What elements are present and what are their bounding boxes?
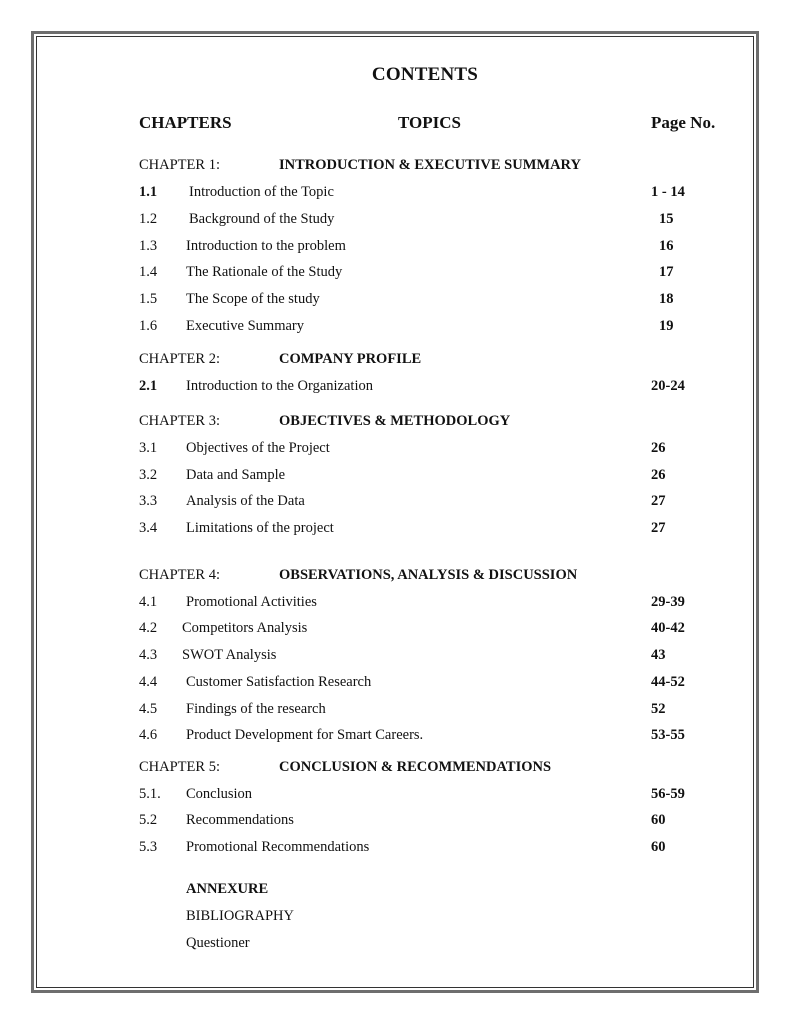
chapter-3-heading — [0, 413, 791, 433]
entry-page: 52 — [651, 701, 666, 717]
entry-topic: Analysis of the Data — [186, 493, 305, 509]
entry-page: 53-55 — [651, 727, 685, 743]
entry-topic: Customer Satisfaction Research — [186, 674, 372, 690]
entry-number: 5.2 — [139, 812, 158, 828]
entry-number: 4.1 — [139, 594, 158, 610]
entry-number: 1.4 — [139, 264, 158, 280]
toc-entry[interactable] — [0, 318, 791, 338]
entry-number: 3.4 — [139, 520, 158, 536]
toc-entry[interactable] — [0, 493, 791, 513]
entry-page: 16 — [659, 238, 674, 254]
entry-page: 43 — [651, 647, 666, 663]
entry-page: 60 — [651, 812, 666, 828]
chapter-title: CONCLUSION & RECOMMENDATIONS — [279, 759, 552, 775]
entry-topic: Promotional Activities — [186, 594, 317, 610]
entry-number: 1.3 — [139, 238, 158, 254]
toc-entry[interactable] — [0, 184, 791, 204]
chapter-label: CHAPTER 5: — [139, 759, 220, 775]
entry-topic: Objectives of the Project — [186, 440, 330, 456]
entry-page: 60 — [651, 839, 666, 855]
entry-topic: Recommendations — [186, 812, 294, 828]
header-page-no: Page No. — [651, 113, 716, 132]
toc-entry[interactable] — [0, 594, 791, 614]
entry-number: 1.5 — [139, 291, 158, 307]
toc-entry[interactable] — [0, 620, 791, 640]
chapter-label: CHAPTER 3: — [139, 413, 220, 429]
entry-number: 5.1. — [139, 786, 161, 802]
toc-entry[interactable] — [0, 211, 791, 231]
entry-number: 2.1 — [139, 378, 158, 394]
entry-number: 5.3 — [139, 839, 158, 855]
chapter-label: CHAPTER 1: — [139, 157, 220, 173]
entry-page: 17 — [659, 264, 674, 280]
chapter-label: CHAPTER 2: — [139, 351, 220, 367]
entry-topic: Competitors Analysis — [182, 620, 308, 636]
entry-number: 1.2 — [139, 211, 158, 227]
entry-page: 29-39 — [651, 594, 685, 610]
entry-topic: Data and Sample — [186, 467, 286, 483]
toc-entry[interactable] — [0, 647, 791, 667]
entry-number: 4.2 — [139, 620, 158, 636]
toc-entry[interactable] — [0, 378, 791, 398]
entry-topic: Findings of the research — [186, 701, 326, 717]
entry-number: 1.6 — [139, 318, 158, 334]
entry-topic: Introduction of the Topic — [189, 184, 334, 200]
entry-page: 27 — [651, 493, 666, 509]
entry-number: 4.3 — [139, 647, 158, 663]
entry-topic: Limitations of the project — [186, 520, 334, 536]
page-title: CONTENTS — [371, 64, 479, 85]
entry-page: 18 — [659, 291, 674, 307]
entry-topic: SWOT Analysis — [182, 647, 277, 663]
toc-entry[interactable] — [0, 520, 791, 540]
toc-entry[interactable] — [0, 727, 791, 747]
entry-number: 4.6 — [139, 727, 158, 743]
toc-entry[interactable] — [0, 238, 791, 258]
chapter-title: OBJECTIVES & METHODOLOGY — [279, 413, 511, 429]
entry-number: 3.1 — [139, 440, 158, 456]
entry-number: 3.3 — [139, 493, 158, 509]
entry-page: 1 - 14 — [651, 184, 685, 200]
entry-topic: The Rationale of the Study — [186, 264, 343, 280]
toc-entry[interactable] — [0, 467, 791, 487]
chapter-4-heading — [0, 567, 791, 587]
chapter-title: INTRODUCTION & EXECUTIVE SUMMARY — [279, 157, 581, 173]
entry-page: 56-59 — [651, 786, 685, 802]
chapter-label: CHAPTER 4: — [139, 567, 220, 583]
toc-entry[interactable] — [0, 291, 791, 311]
chapter-5-heading — [0, 759, 791, 779]
entry-page: 26 — [651, 440, 666, 456]
chapter-2-heading — [0, 351, 791, 371]
entry-number: 4.5 — [139, 701, 158, 717]
entry-page: 40-42 — [651, 620, 685, 636]
entry-page: 27 — [651, 520, 666, 536]
entry-page: 44-52 — [651, 674, 685, 690]
toc-entry[interactable] — [0, 674, 791, 694]
entry-page: 20-24 — [651, 378, 685, 394]
entry-page: 15 — [659, 211, 674, 227]
toc-entry[interactable] — [0, 812, 791, 832]
entry-number: 4.4 — [139, 674, 158, 690]
entry-page: 26 — [651, 467, 666, 483]
entry-topic: Promotional Recommendations — [186, 839, 370, 855]
entry-topic: Introduction to the problem — [186, 238, 346, 254]
entry-page: 19 — [659, 318, 674, 334]
bibliography-link[interactable]: BIBLIOGRAPHY — [186, 908, 294, 924]
chapter-title: OBSERVATIONS, ANALYSIS & DISCUSSION — [279, 567, 578, 583]
annexure-heading[interactable]: ANNEXURE — [186, 881, 269, 897]
toc-entry[interactable] — [0, 440, 791, 460]
entry-topic: Conclusion — [186, 786, 253, 802]
header-topics: TOPICS — [398, 113, 461, 132]
entry-number: 3.2 — [139, 467, 158, 483]
chapter-title: COMPANY PROFILE — [279, 351, 422, 367]
entry-topic: Executive Summary — [186, 318, 304, 334]
entry-topic: Introduction to the Organization — [186, 378, 373, 394]
entry-topic: Background of the Study — [189, 211, 335, 227]
chapter-1-heading — [0, 157, 791, 177]
toc-entry[interactable] — [0, 839, 791, 859]
entry-topic: Product Development for Smart Careers. — [186, 727, 424, 743]
questioner-link[interactable]: Questioner — [186, 935, 250, 951]
entry-topic: The Scope of the study — [186, 291, 320, 307]
toc-entry[interactable] — [0, 786, 791, 806]
toc-entry[interactable] — [0, 701, 791, 721]
toc-entry[interactable] — [0, 264, 791, 284]
header-chapters: CHAPTERS — [139, 113, 232, 132]
entry-number: 1.1 — [139, 184, 158, 200]
